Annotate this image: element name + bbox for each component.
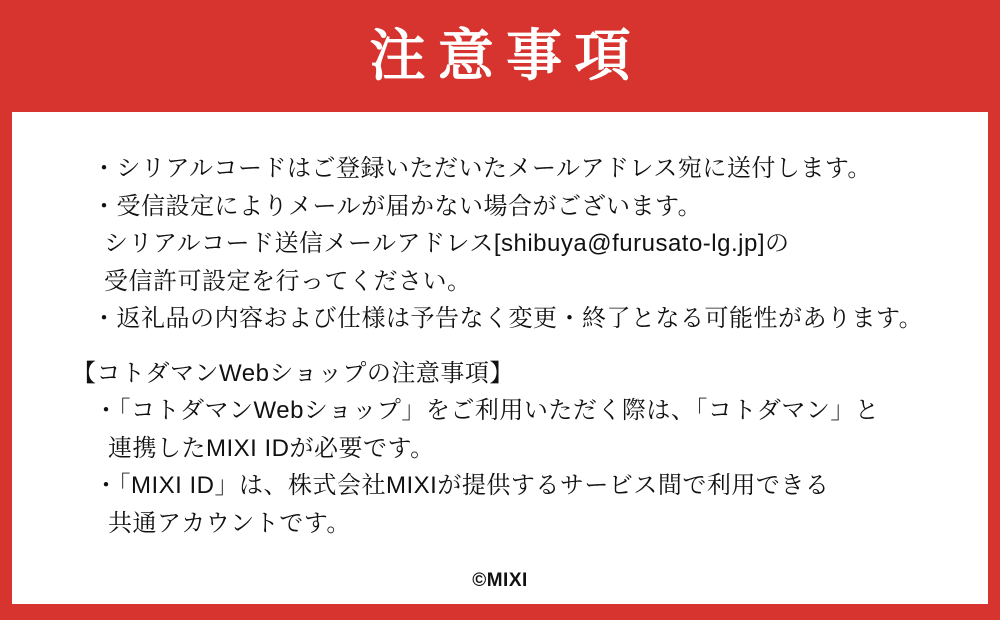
notice-line-mail-settings: ・受信設定によりメールが届かない場合がございます。 xyxy=(92,192,703,220)
page-title: 注意事項 xyxy=(369,24,643,87)
notice-line-spec-change: ・返礼品の内容および仕様は予告なく変更・終了となる可能性があります。 xyxy=(92,305,924,332)
section-gap xyxy=(12,338,988,355)
notice-line-common-account: 共通アカウントです。 xyxy=(108,509,351,537)
section-header-kotodaman-webshop: 【コトダマンWebショップの注意事項】 xyxy=(72,359,514,387)
notice-line-mixi-id-required: 連携したMIXI IDが必要です。 xyxy=(108,434,435,462)
notice-line-mixi-id-description: ・「MIXI ID」は、株式会社MIXIが提供するサービス間で利用できる xyxy=(94,472,830,499)
notice-line-allow-settings: 受信許可設定を行ってください。 xyxy=(104,267,472,295)
notice-line-sender-address: シリアルコード送信メールアドレス[shibuya@furusato-lg.jp]の xyxy=(104,230,790,257)
notice-line-webshop-usage: ・「コトダマンWebショップ」をご利用いただく際は、「コトダマン」と xyxy=(94,397,880,424)
notice-panel xyxy=(12,112,988,604)
notice-line-serial-code-delivery: ・シリアルコードはご登録いただいたメールアドレス宛に送付します。 xyxy=(92,155,872,182)
copyright-mixi: ©MIXI xyxy=(472,570,528,591)
title-bar xyxy=(0,0,1000,112)
